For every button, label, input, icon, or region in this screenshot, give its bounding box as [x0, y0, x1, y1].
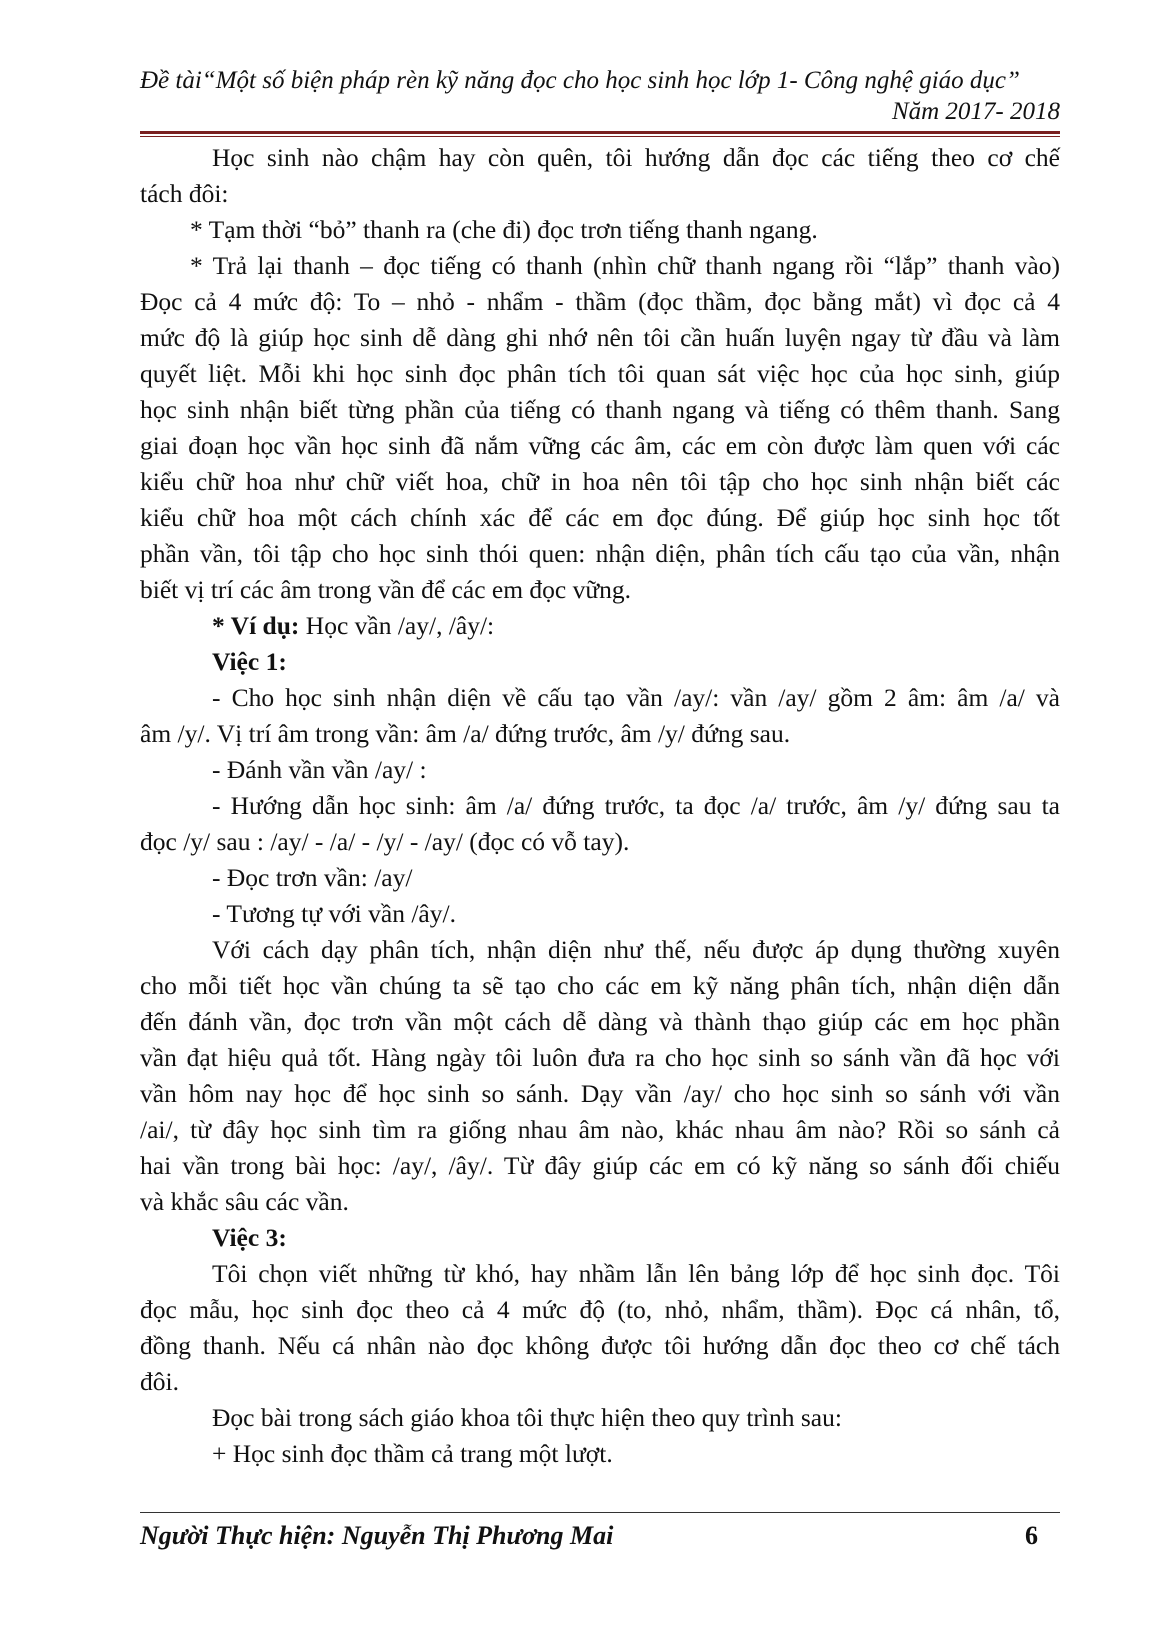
example-text: Học vần /ay/, /ây/:: [299, 611, 495, 640]
text-line: vần hôm nay học để học sinh so sánh. Dạy vần /ay/ cho học sinh so sánh với vần: [140, 1079, 1060, 1108]
bullet-line: * Tạm thời “bỏ” thanh ra (che đi) đọc trơn tiếng thanh ngang.: [190, 215, 818, 244]
example-label: * Ví dụ:: [212, 611, 300, 640]
page-number: 6: [1025, 1521, 1038, 1550]
header-year: Năm 2017- 2018: [891, 98, 1060, 125]
header-rule-thin: [140, 136, 1060, 137]
text-line: - Cho học sinh nhận diện về cấu tạo vần /ay/: vần /ay/ gồm 2 âm: âm /a/ và: [212, 683, 1060, 712]
text-line: tách đôi:: [140, 179, 229, 208]
text-line: đọc /y/ sau : /ay/ - /a/ - /y/ - /ay/ (đọc có vỗ tay).: [140, 827, 630, 856]
text-line: phần vần, tôi tập cho học sinh thói quen: nhận diện, phân tích cấu tạo của vần, nhận: [140, 539, 1060, 568]
text-line: - Hướng dẫn học sinh: âm /a/ đứng trước, ta đọc /a/ trước, âm /y/ đứng sau ta: [212, 791, 1060, 820]
text-line: Với cách dạy phân tích, nhận diện như thế, nếu được áp dụng thường xuyên: [212, 935, 1060, 964]
text-line: Đọc cả 4 mức độ: To – nhỏ - nhẩm - thầm (đọc thầm, đọc bằng mắt) vì đọc cả 4: [140, 287, 1060, 316]
text-line: hai vần trong bài học: /ay/, /ây/. Từ đây giúp các em có kỹ năng so sánh đối chiếu: [140, 1151, 1060, 1180]
text-line: âm /y/. Vị trí âm trong vần: âm /a/ đứng trước, âm /y/ đứng sau.: [140, 719, 791, 748]
text-line: đôi.: [140, 1367, 179, 1396]
text-line: giai đoạn học vần học sinh đã nắm vững các âm, các em còn được làm quen với các: [140, 431, 1060, 460]
example-line: [140, 608, 1060, 644]
text-line: quyết liệt. Mỗi khi học sinh đọc phân tích tôi quan sát việc học của học sinh, giúp: [140, 359, 1060, 388]
text-line: Đọc bài trong sách giáo khoa tôi thực hiện theo quy trình sau:: [212, 1403, 842, 1432]
text-line: đọc mẫu, học sinh đọc theo cả 4 mức độ (to, nhỏ, nhẩm, thầm). Đọc cá nhân, tổ,: [140, 1295, 1060, 1324]
text-line: vần đạt hiệu quả tốt. Hàng ngày tôi luôn đưa ra cho học sinh so sánh vần đã học với: [140, 1043, 1060, 1072]
text-line: biết vị trí các âm trong vần để các em đọc vững.: [140, 575, 632, 604]
text-line: kiểu chữ hoa một cách chính xác để các em đọc đúng. Để giúp học sinh học tốt: [140, 503, 1060, 532]
text-line: và khắc sâu các vần.: [140, 1187, 349, 1216]
header-title: Đề tài“Một số biện pháp rèn kỹ năng đọc cho học sinh học lớp 1- Công nghệ giáo dục”: [140, 67, 1020, 94]
text-line: - Đánh vần vần /ay/ :: [212, 755, 427, 784]
header-rule-thick: [140, 131, 1060, 134]
text-line: đồng thanh. Nếu cá nhân nào đọc không được tôi hướng dẫn đọc theo cơ chế tách: [140, 1331, 1060, 1360]
text-line: - Đọc trơn vần: /ay/: [212, 863, 413, 892]
text-line: cho mỗi tiết học vần chúng ta sẽ tạo cho các em kỹ năng phân tích, nhận diện dẫn: [140, 971, 1060, 1000]
section-heading-viec-1: Việc 1:: [212, 647, 287, 676]
text-line: mức độ là giúp học sinh dễ dàng ghi nhớ nên tôi cần huấn luyện ngay từ đầu và làm: [140, 323, 1060, 352]
text-line: học sinh nhận biết từng phần của tiếng có thanh ngang và tiếng có thêm thanh. Sang: [140, 395, 1060, 424]
text-line: Học sinh nào chậm hay còn quên, tôi hướng dẫn đọc các tiếng theo cơ chế: [212, 143, 1060, 172]
footer-rule: [140, 1512, 1060, 1513]
text-line: kiểu chữ hoa như chữ viết hoa, chữ in hoa nên tôi tập cho học sinh nhận biết các: [140, 467, 1060, 496]
text-line: /ai/, từ đây học sinh tìm ra giống nhau âm nào, khác nhau âm nào? Rồi so sánh cả: [140, 1115, 1060, 1144]
text-line: - Tương tự với vần /ây/.: [212, 899, 456, 928]
body-text: [140, 140, 1060, 1472]
text-line: + Học sinh đọc thầm cả trang một lượt.: [212, 1439, 613, 1468]
footer-author: Người Thực hiện: Nguyễn Thị Phương Mai: [140, 1521, 614, 1550]
text-line: Tôi chọn viết những từ khó, hay nhầm lẫn lên bảng lớp để học sinh đọc. Tôi: [212, 1259, 1060, 1288]
text-line: đến đánh vần, đọc trơn vần một cách dễ dàng và thành thạo giúp các em học phần: [140, 1007, 1060, 1036]
bullet-line: * Trả lại thanh – đọc tiếng có thanh (nhìn chữ thanh ngang rồi “lắp” thanh vào): [190, 251, 1060, 280]
section-heading-viec-3: Việc 3:: [212, 1223, 287, 1252]
